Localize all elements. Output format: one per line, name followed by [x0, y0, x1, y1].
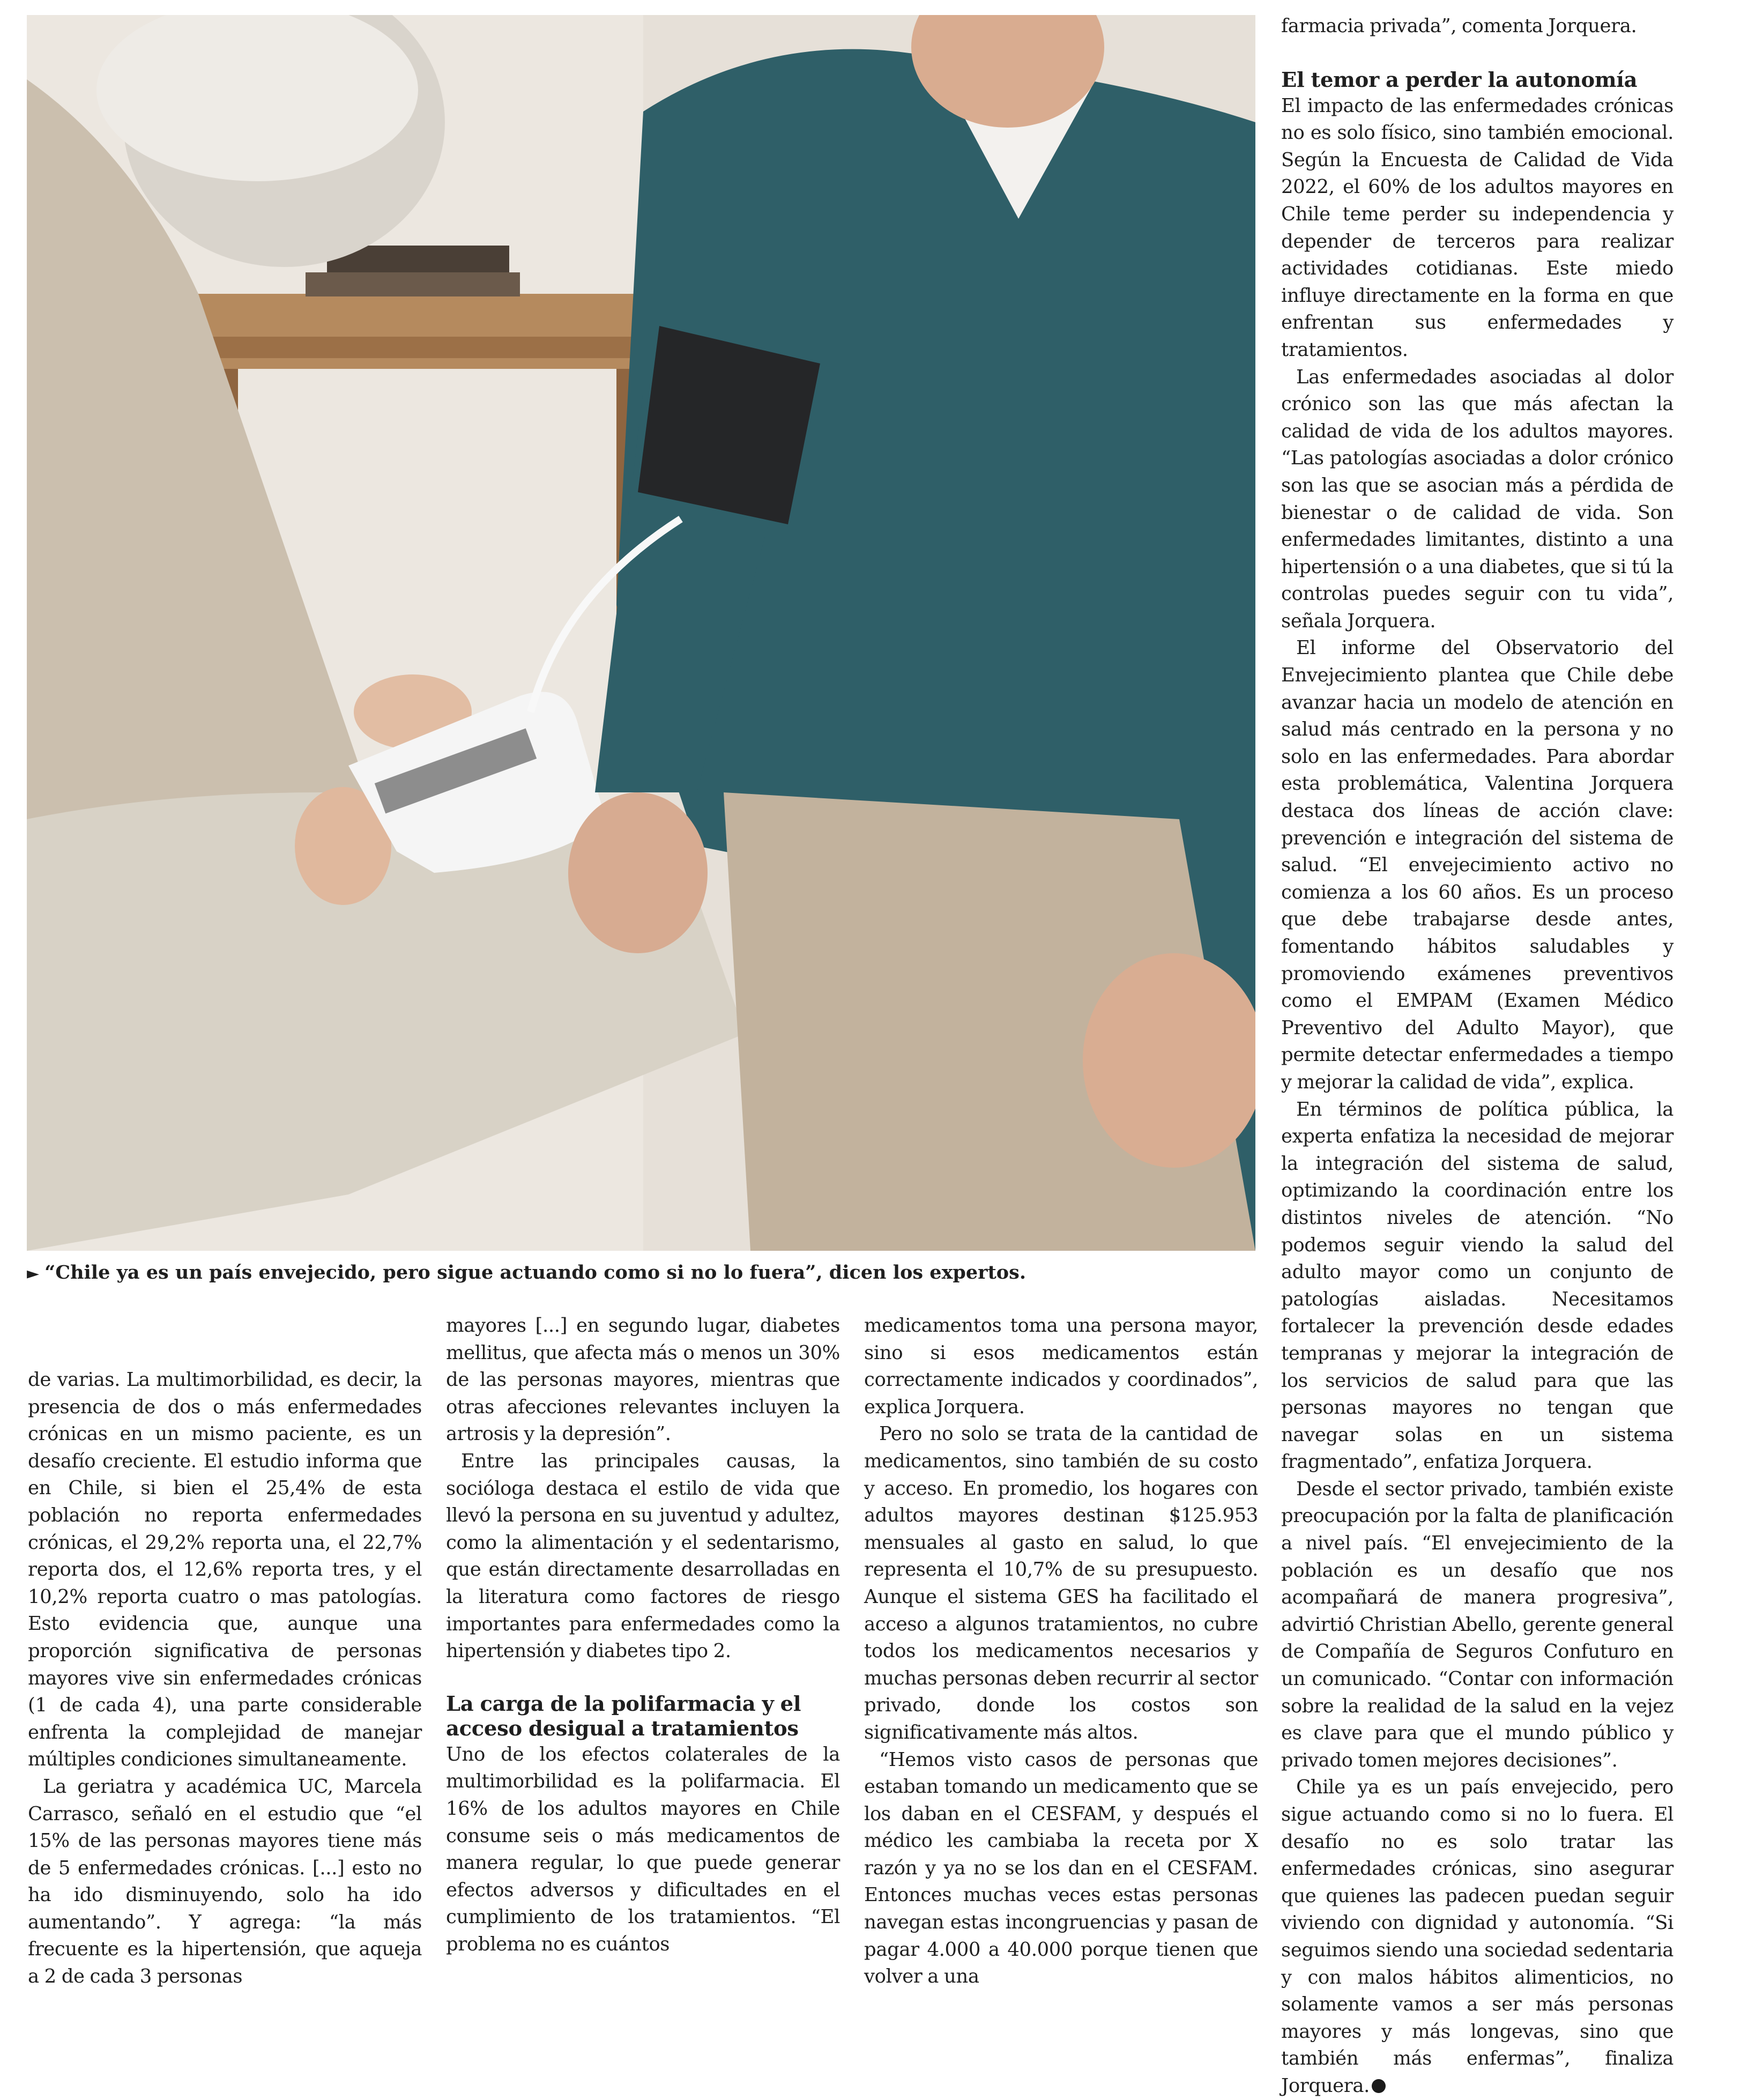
article-photo: [27, 15, 1255, 1251]
paragraph: “Hemos visto casos de personas que estaban tomando un medicamento que se los daban en el CESFAM, y después el médico les cambiaba la receta por X razón y ya no se los dan en el CESFAM. Entonces muchas veces estas personas navegan estas incongruencias y pasan de pagar 4.000 a 40.000 porque tienen que volver a una: [864, 1748, 1258, 1988]
article-column-1: [28, 1367, 422, 1991]
paragraph: Las enfermedades asociadas al dolor crónico son las que más afectan la calidad de vida de los adultos mayores. “Las patologías asociadas a dolor crónico son las que se asocian más a pérdida de bienestar o de calidad de vida. Son enfermedades limitantes, distinto a una hipertensión o a una diabetes, que si tú la controlas puedes seguir con tu vida”, señala Jorquera.: [1281, 366, 1673, 632]
paragraph: El informe del Observatorio del Envejecimiento plantea que Chile debe avanzar hacia un modelo de atención en salud más centrado en la persona y no solo en las enfermedades. Para abordar esta problemática, Valentina Jorquera destaca dos líneas de acción clave: prevención e integración del sistema de salud. “El envejecimiento activo no comienza a los 60 años. Es un proceso que debe trabajarse desde antes, fomentando hábitos saludables y promoviendo exámenes preventivos como el EMPAM (Examen Médico Preventivo del Adulto Mayor), que permite detectar enfermedades a tiempo y mejorar la calidad de vida”, explica.: [1281, 637, 1673, 1093]
paragraph: de varias. La multimorbilidad, es decir, la presencia de dos o más enfermedades crónicas en un mismo paciente, es un desafío creciente. El estudio informa que en Chile, si bien el 25,4% de esta población no reporta enfermedades crónicas, el 29,2% reporta una, el 22,7% reporta dos, el 12,6% reporta tres, y el 10,2% reporta cuatro o mas patologías. Esto evidencia que, aunque una proporción significativa de personas mayores vive sin enfermedades crónicas (1 de cada 4), una parte considerable enfrenta la complejidad de manejar múltiples condiciones simultaneamente.: [28, 1369, 422, 1771]
section-heading-autonomia: El temor a perder la autonomía: [1281, 68, 1638, 92]
paragraph: Pero no solo se trata de la cantidad de medicamentos, sino también de su costo y acceso. En promedio, los hogares con adultos mayores destinan $125.953 mensuales al gasto en salud, lo que representa el 10,7% de su presupuesto. Aunque el sistema GES ha facilitado el acceso a algunos tratamientos, no cubre todos los medicamentos necesarios y muchas personas deben recurrir al sector privado, donde los costos son significativamente más altos.: [864, 1423, 1258, 1743]
paragraph: La geriatra y académica UC, Marcela Carrasco, señaló en el estudio que “el 15% de las personas mayores tiene más de 5 enfermedades crónicas. [...] esto no ha ido disminuyendo, solo ha ido aumentando”. Y agrega: “la más frecuente es la hipertensión, que aqueja a 2 de cada 3 personas: [28, 1775, 422, 1988]
article-column-3: [864, 1312, 1258, 1991]
end-mark-icon: [1372, 2079, 1386, 2093]
paragraph: medicamentos toma una persona mayor, sino si esos medicamentos están correctamente indicados y coordinados”, explica Jorquera.: [864, 1315, 1258, 1418]
final-paragraph-text: Chile ya es un país envejecido, pero sigue actuando como si no lo fuera. El desafío no es solo tratar las enfermedades crónicas, sino asegurar que quienes las padecen puedan seguir viviendo con dignidad y autonomía. “Si seguimos siendo una sociedad sedentaria y con malos hábitos alimenticios, no solamente vamos a ser más personas mayores y más longevas, sino que también más enfermas”, finaliza Jorquera.: [1281, 1776, 1673, 2097]
photo-blood-pressure-check-icon: [27, 15, 1255, 1251]
article-column-2: [446, 1312, 840, 1958]
paragraph-final: [1281, 1774, 1673, 2099]
paragraph: mayores [...] en segundo lugar, diabetes mellitus, que afecta más o menos un 30% de las personas mayores, mientras que otras afecciones relevantes incluyen la artrosis y la depresión”.: [446, 1315, 840, 1445]
paragraph: En términos de política pública, la experta enfatiza la necesidad de mejorar la integración del sistema de salud, optimizando la coordinación entre los distintos niveles de atención. “No podemos seguir viendo la salud del adulto mayor como un conjunto de patologías aisladas. Necesitamos fortalecer la prevención desde edades tempranas y mejorar la integración de los servicios de salud para que las personas mayores no tengan que navegar solas en un sistema fragmentado”, enfatiza Jorquera.: [1281, 1098, 1673, 1473]
caption-text: “Chile ya es un país envejecido, pero sigue actuando como si no lo fuera”, dicen los expertos.: [44, 1262, 1027, 1283]
paragraph: Uno de los efectos colaterales de la multimorbilidad es la polifarmacia. El 16% de los adultos mayores en Chile consume seis o más medicamentos de manera regular, lo que puede generar efectos adversos y dificultades en el cumplimiento de los tratamientos. “El problema no es cuántos: [446, 1743, 840, 1955]
section-heading-polifarmacia: La carga de la polifarmacia y el acceso desigual a tratamientos: [446, 1691, 801, 1741]
article-column-4: [1281, 13, 1673, 2100]
photo-caption: [27, 1261, 1260, 1286]
paragraph: Desde el sector privado, también existe preocupación por la falta de planificación a nivel país. “El envejecimiento de la población es un desafío que nos acompañará de manera progresiva”, advirtió Christian Abello, gerente general de Compañía de Seguros Confuturo en un comunicado. “Contar con información sobre la realidad de la salud en la vejez es clave para que el mundo público y privado tomen mejores decisiones”.: [1281, 1478, 1673, 1771]
paragraph: farmacia privada”, comenta Jorquera.: [1281, 15, 1637, 37]
caption-marker-icon: ►: [27, 1264, 40, 1283]
paragraph: Entre las principales causas, la socióloga destaca el estilo de vida que llevó la persona en su juventud y adultez, como la alimentación y el sedentarismo, que están directamente desarrolladas en la literatura como factores de riesgo importantes para enfermedades como la hipertensión y diabetes tipo 2.: [446, 1450, 840, 1663]
paragraph: El impacto de las enfermedades crónicas no es solo físico, sino también emocional. Según la Encuesta de Calidad de Vida 2022, el 60% de los adultos mayores en Chile teme perder su independencia y depender de terceros para realizar actividades cotidianas. Este miedo influye directamente en la forma en que enfrentan sus enfermedades y tratamientos.: [1281, 94, 1673, 361]
